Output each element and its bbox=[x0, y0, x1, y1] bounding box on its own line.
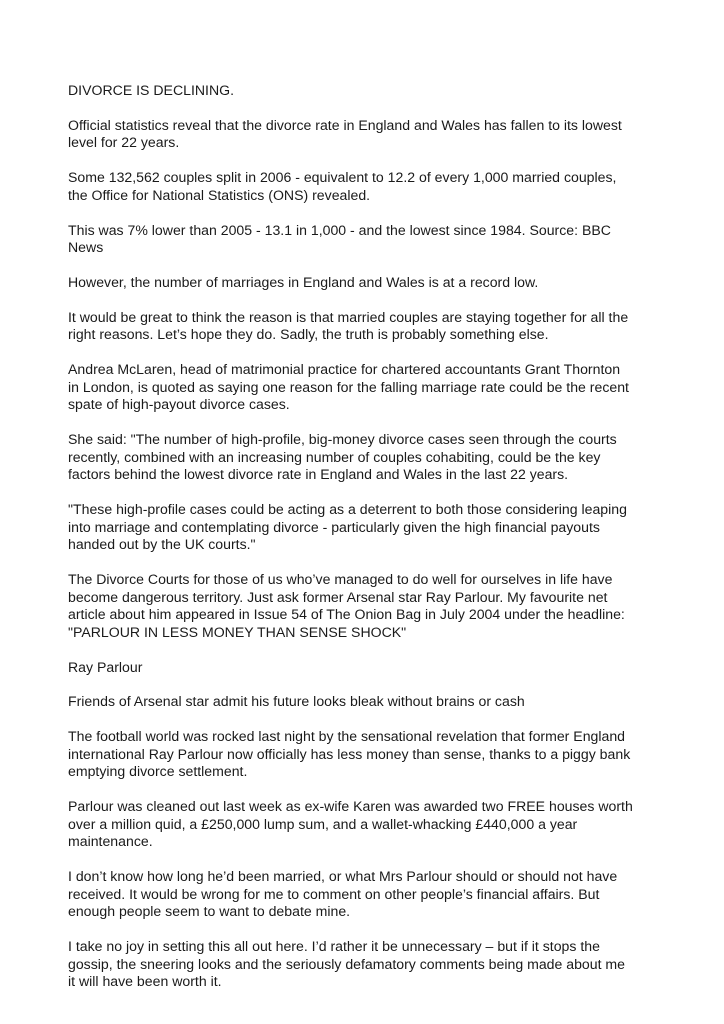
paragraph-couples-split: Some 132,562 couples split in 2006 - equivalent to 12.2 of every 1,000 married couples, the Office for National Statistics (ONS) revealed. bbox=[68, 169, 617, 203]
paragraph-cleaned-out: Parlour was cleaned out last week as ex-wife Karen was awarded two FREE houses worth over a million quid, a £250,000 lump sum, and a wallet-whacking £440,000 a year maintenance. bbox=[68, 798, 633, 850]
paragraph-divorce-courts: The Divorce Courts for those of us who’ve managed to do well for ourselves in life have become dangerous territory. Just ask former Arsenal star Ray Parlour. My favourite net article about him appeared in Issue 54 of The Onion Bag in July 2004 under the headline: "PARLOUR IN LESS MONEY THAN SENSE SHOCK" bbox=[68, 570, 625, 640]
paragraph-no-joy: I take no joy in setting this all out here. I’d rather it be unnecessary – but if it stops the gossip, the sneering looks and the seriously defamatory comments being made about me it will have been worth it. bbox=[68, 938, 626, 990]
paragraph-quote-part-1: She said: "The number of high-profile, big-money divorce cases seen through the courts recently, combined with an increasing number of couples cohabiting, could be the key factors behind the lowest divorce rate in England and Wales in the last 22 years. bbox=[68, 431, 617, 483]
paragraph-ray-parlour-heading: Ray Parlour bbox=[68, 658, 143, 675]
paragraph-how-long-married: I don’t know how long he’d been married, or what Mrs Parlour should or should not have received. It would be wrong for me to comment on other people’s financial affairs. But enough people seem to want to debate mine. bbox=[68, 868, 618, 920]
paragraph-right-reasons: It would be great to think the reason is that married couples are staying together for all the right reasons. Let’s hope they do. Sadly, the truth is probably something else. bbox=[68, 308, 629, 343]
paragraph-friends-of-arsenal: Friends of Arsenal star admit his future looks bleak without brains or cash bbox=[68, 693, 525, 710]
paragraph-quote-part-2: "These high-profile cases could be acting as a deterrent to both those considering leaping into marriage and contemplating divorce - particularly given the high financial payouts handed out by the UK courts." bbox=[68, 501, 627, 553]
paragraph-andrea-mclaren: Andrea McLaren, head of matrimonial practice for chartered accountants Grant Thornton in London, is quoted as saying one reason for the falling marriage rate could be the recent spate of high-payout divorce cases. bbox=[68, 361, 629, 413]
paragraph-lower-than-2005: This was 7% lower than 2005 - 13.1 in 1,000 - and the lowest since 1984. Source: BBC News bbox=[68, 221, 611, 256]
paragraph-marriages-record-low: However, the number of marriages in England and Wales is at a record low. bbox=[68, 273, 539, 290]
document-page bbox=[68, 82, 668, 1008]
paragraph-football-world: The football world was rocked last night by the sensational revelation that former England international Ray Parlour now officially has less money than sense, thanks to a piggy bank emptying divorce settlement. bbox=[68, 728, 631, 780]
paragraph-statistics-intro: Official statistics reveal that the divorce rate in England and Wales has fallen to its lowest level for 22 years. bbox=[68, 116, 622, 151]
document-title: DIVORCE IS DECLINING. bbox=[68, 82, 235, 98]
